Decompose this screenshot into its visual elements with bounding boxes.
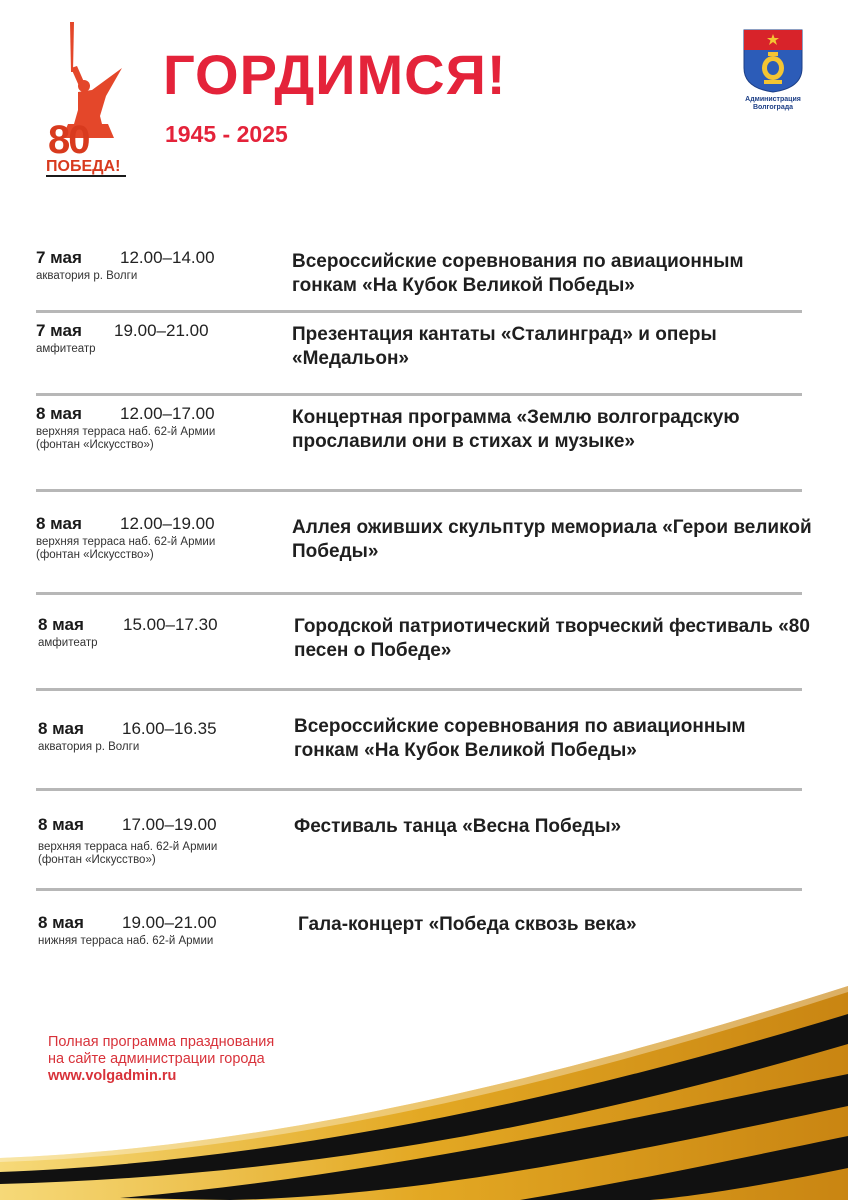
event-date: 8 мая [38,913,84,932]
event-schedule [36,240,812,971]
event-row [36,595,810,691]
event-date: 8 мая [36,514,82,533]
event-time: 19.00–21.00 [122,913,217,932]
event-time: 19.00–21.00 [114,321,209,340]
event-date: 8 мая [38,719,84,738]
event-title: Всероссийские соревнования по авиационным гонкам «На Кубок Великой Победы» [292,251,744,296]
event-place [36,536,281,562]
event-place-line: (фонтан «Искусство») [36,549,154,561]
event-row [36,691,802,791]
event-place-line: верхняя терраса наб. 62-й Армии [36,536,216,548]
event-place-line: акватория р. Волги [36,270,138,282]
event-row [36,492,812,595]
event-place-line: (фонтан «Искусство») [36,439,154,451]
crest-caption-line: Администрация [745,96,801,103]
event-title: Фестиваль танца «Весна Победы» [294,816,622,837]
event-place-line: амфитеатр [38,637,98,649]
event-place [36,343,281,356]
event-place [38,637,283,650]
years-subtitle: 1945 - 2025 [165,121,288,147]
volgograd-crest-icon [742,28,804,94]
event-place [38,841,283,867]
event-place [36,270,281,283]
event-title: Концертная программа «Землю волгоградскую прославили они в стихах и музыке» [292,407,740,452]
event-row [36,313,802,396]
event-time: 12.00–17.00 [120,404,215,423]
logo-number: 80 [48,118,89,162]
event-place [38,741,283,754]
event-place-line: нижняя терраса наб. 62-й Армии [38,935,214,947]
crest-caption-line: Волгограда [752,104,794,111]
event-date: 8 мая [36,404,82,423]
footer-line: Полная программа празднования [48,1034,275,1050]
event-time: 16.00–16.35 [122,719,217,738]
event-place-line: (фонтан «Искусство») [38,854,156,866]
event-date: 7 мая [36,248,82,267]
event-place-line: акватория р. Волги [38,741,140,753]
event-row [36,396,802,492]
event-place-line: верхняя терраса наб. 62-й Армии [36,426,216,438]
event-time: 12.00–14.00 [120,248,215,267]
event-place-line: верхняя терраса наб. 62-й Армии [38,841,218,853]
footer-url-link[interactable]: www.volgadmin.ru [48,1068,177,1084]
event-date: 8 мая [38,815,84,834]
event-time: 17.00–19.00 [122,815,217,834]
event-title: Городской патриотический творческий фестиваль «80 песен о Победе» [294,616,810,661]
event-date: 8 мая [38,615,84,634]
event-row [36,240,802,313]
event-place-line: амфитеатр [36,343,96,355]
event-time: 15.00–17.30 [123,615,218,634]
page-title: ГОРДИМСЯ! [163,43,507,106]
victory-80-logo [44,20,128,178]
event-title: Аллея оживших скульптур мемориала «Герои великой Победы» [292,517,812,562]
logo-word: ПОБЕДА! [46,158,121,175]
event-title: Презентация кантаты «Сталинград» и оперы «Медальон» [292,324,717,369]
event-date: 7 мая [36,321,82,340]
event-place [36,426,281,452]
event-row [36,791,802,891]
event-title: Гала-концерт «Победа сквозь века» [298,914,637,935]
event-title: Всероссийские соревнования по авиационным гонкам «На Кубок Великой Победы» [294,716,746,761]
footer-line: на сайте администрации города [48,1051,265,1067]
event-time: 12.00–19.00 [120,514,215,533]
crest-caption [732,96,814,112]
footer-note [48,1034,274,1085]
